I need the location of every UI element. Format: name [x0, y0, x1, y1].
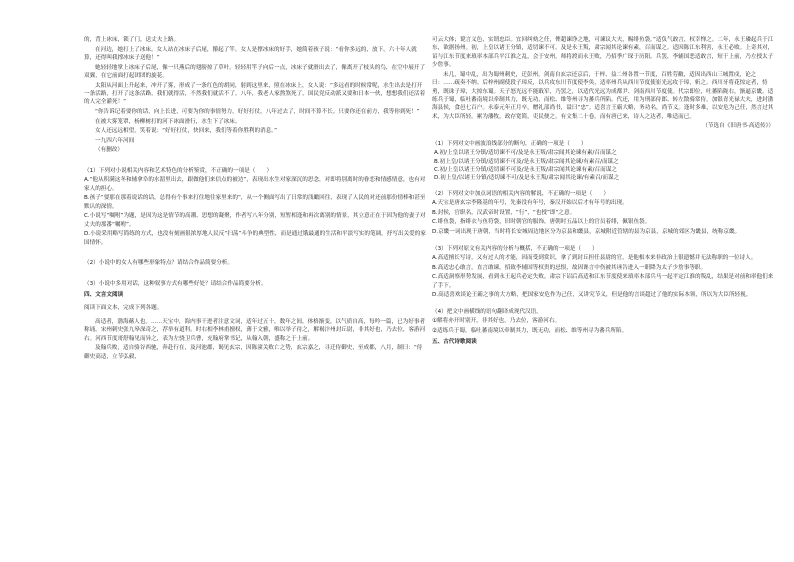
option-b: B.初上皇/以诸王分镇/适切谏不可及/是永王叛/肃宗闻其论谏/有素召/而谋之: [434, 158, 619, 165]
option-d: D.京畿一词出现于唐朝，当时将长安城周边地区分为京县和畿县，京城附近管辖的县为京县，京城的郊区为畿县，统称京畿。: [432, 229, 741, 236]
option-d: D.高适喜欢谈论王霸之事的大方略，把国家安危作为己任，又讲究节义，但是他的言谈超过了他的实际本领，所以为大臣所轻视。: [432, 292, 752, 299]
option-c: C.高适洞察形势发展，看到永王起兵必定失败，肃宗下诏后高适和江东节度使来瑱率本部兵马一起平定江淮的叛乱，结果是对前和率他们来了手下。: [432, 274, 774, 289]
classical-paragraph: 可云大体；谠言义色，实谓忠臣。宜回纠劾之任，俾超谏诤之地，可谏议大夫，赐绯鱼袋。”适负气敢言，权幸惮之。二年，永王璘起兵于江东，欲据扬州。初，上皇以诸王分镇，适切谏不可。及是永王叛，肃宗闻其论谏有素，召而谋之。适因陈江东利害，永王必败。上奇其对，诏与江东节度来瑱率本部兵平江淮之乱，会于安州。师将渡而永王败，乃招季广琛于历阳。兵罢，李辅国恶适敢言，短于上前，乃左授太子少詹事。: [432, 37, 774, 69]
story-paragraph: 她轻轻地掌上冰床子后尾，像一只燕后的翅膀掠了草叶。轻轻用竿子向后一点，冰床子就滑出去了，像离开了枝头的鸟，在空中展开了双翼，在它前面打起团团的旋花。: [84, 64, 426, 79]
story-paragraph: 女人还远远相望，笑着说：“好好打仗，快回来，我们等着你胜利的消息。”: [95, 128, 277, 135]
question-2: （2）小说中的女人有哪些形象特点？请结合作品简要分析。: [84, 260, 233, 267]
option-a: A.初/上皇以诸王分镇/适切谏不可/及是永王叛/肃宗闻其论谏有素/召而谋之: [434, 150, 617, 157]
question-3: （3）小说中多用对话，这种叙事方式有哪些好处？请结合作品简要分析。: [84, 280, 267, 287]
question-3: （3）下列对原文有关内容的分析与概括，不正确的一项是（ ）: [432, 245, 598, 252]
section-heading: 四、文言文阅读: [84, 292, 124, 299]
option-a: A.“他从积满这冬和辅拿阜的水湄里出去，跟做他们来信点的被边”，表现出水生对家深沉的思念，对即将别离时的眷恋和情感情意，也有对家人的担心。: [84, 177, 426, 192]
option-b: B.孩子“要那在那着说话的话，总得有个事来打住地往家里来的”，从一个侧面写出了日常的浅瞰回往，表现了人民的对还前那份情棒和甚至默认的深情。: [84, 195, 426, 210]
right-column: [432, 36, 774, 351]
section-heading: 五、古代诗歌阅读: [432, 339, 477, 346]
classical-paragraph: 及翰兵败，适自骆谷西驰，奔赴行在，及河池郡，谒见玄宗，因陈潼关败亡之势，玄宗嘉之，寻迁侍御史，至成都，八月，制曰：“侍御史高适，立节弘毅，: [84, 345, 423, 360]
option-a: A.高适擅长写诗，又有过人的才能，因而受到赏识，拿了到封丘担任县尉的官，是他根本来非政治上很遗憾并无法称职的一位诗人。: [432, 255, 757, 262]
option-c: C.小说写“嘱咐”为题，是因为这是情节的高潮、思想的凝聚，作者写八年分别，短暂相逢和再次离别的情景，其立意正在于因为他的妻子对丈夫的那番“嘱咐”。: [84, 213, 426, 228]
question-4: （4）把文中画横线的语句翻译成现代汉语。: [432, 308, 542, 315]
option-c: C.初/上皇以诸王分镇/适切谏不可及/是永王叛/肃宗闻其论谏有素/召而谋之: [434, 167, 617, 174]
option-b: B.高适忠心敢言，直言敢谏，招致李辅国等权贵的忌恨，故因谗言中伤被其诬告进入一职降为太子少詹事等职。: [432, 264, 707, 271]
option-b: B.封侯，官职名，汉武帝时设置，“行”，“也授”即“之意。: [432, 209, 576, 216]
translation-sentence-1: ①解将亦开时别开，非其好也，乃去位，客游河右。: [432, 318, 561, 325]
question-1: （1）下列对小说相关内容和艺术特色的分析鉴赏，不正确的一项是（ ）: [84, 167, 273, 174]
option-d: D.小说采用略写简练的方式，也没有刻画很浓厚地人民反“扫荡”斗争的典型性，而是通过饿最通的生活和平淡写实的笔调，抒写出关爱的家国情怀。: [84, 231, 426, 246]
story-paragraph: 在河边，她打上了冰床。女人站在冰床子后尾，攥起了竿。女人是撑冰床的好手，她简着孩子说：“看你多远的，放下，六十年人就算，还得叫我撑冰床子送他！”: [84, 46, 417, 61]
story-source: （有删改）: [95, 147, 123, 154]
left-column: [84, 36, 426, 362]
translation-sentence-2: ②适练兵于蜀，临吐蕃南境以牵制其力，既无功，而松、维等州寻为蕃兵所陷。: [432, 327, 628, 334]
classical-paragraph: 高适者，渤海蓨人也。……天宝中，海内事干进者注意文词，适年过五十，数年之间，体格渐变，以气质自高，每吟一篇，已为好事者称诵。宋州刺史张九皋深奇之，荐举有道科。时右相李林甫擅权，薄于文雅，唯以举子待之，解褐汴州封丘尉，非其好也，乃去位，客游河右。河西节度哥舒翰见而异之，表为左骁卫兵曹，充翰府掌书记，从翰入朝，盛称之于上前。: [84, 319, 426, 342]
section-instruction: 阅读下面文本，完成下列各题。: [84, 304, 163, 311]
option-a: A.天宝是唐玄宗李隆基的年号，先秦没有年号，秦汉开始以后才有年号的出现。: [432, 200, 628, 207]
story-paragraph: “你告诉记着要你的话，向上长进，可要为你的事情努力，好好打仗，八年过去了，时间不算不长。只要你还在前方，我等你到死！”: [95, 109, 420, 115]
story-paragraph: 的，背上冰床，锁了门，送丈夫上路。: [84, 37, 180, 43]
question-2: （2）下列对文中加点词语的相关内容的解说，不正确的一项是（ ）: [432, 190, 609, 197]
option-c: C.绯鱼袋，指绯衣与鱼符袋，旧时朝官的服饰，唐朝时五品以上的官员着绯，佩银鱼袋。: [432, 219, 651, 226]
classical-paragraph: 未几，蜀中乱，出为蜀州刺史，迁彭州。剑南自玄宗还京后，于梓、益二州各置一节度，百姓劳敝，适因出西山三城置戍，论之曰：……疏奏不纳。后梓州副使段子璋反，以兵攻东川节度使李奂，适率州兵从西川节度使崔光远攻于璋，斩之。西川牙将花惊定者，恃勇，既诛子璋，大掠东蜀。天子怒光远不能戢军，乃罢之，以适代光远为成都尹、剑南西川节度使。代宗即位，吐蕃陷陇右，渐逼京畿。适练兵于蜀，临吐蕃南境以牵制其力，既无功，而松、维等州寻为蕃兵所陷。代还，用为刑部侍郎、转左散骑常侍，加银青光禄大夫，进封渤海县侯，食邑七百户。永泰元年正月卒，赠礼部尚书，谥曰“忠”。适喜言王霸大略，务功名，尚节义。逢时多难，以安危为己任，然言过其术，为大臣所轻。累为藩牧，政存宽简，吏民便之。有文集二十卷。而有唐已来，诗人之达者，唯适而已。: [432, 71, 774, 120]
story-date: 一九四六年河间: [95, 137, 135, 144]
text-source: （节选自《旧唐书·高适传》）: [702, 123, 774, 130]
story-paragraph: 在被大雾笼罩，杨柳树打的河下冰面滑行，水生下了冰床。: [95, 118, 241, 125]
option-d: D.初上皇/以诸王分镇/适切谏不可/及是永王叛/肃宗闻其论谏/有素召/而谋之: [434, 175, 620, 182]
question-1: （1）下列对文中画波浪线部分的断句，正确的一项是（ ）: [432, 140, 587, 147]
story-paragraph: 太阳从河面上升起来，冲开了雾，形成了一条红色的胡同，射到这里来，照在冰床上，女人说：“多远看的时候常呢，水生出去是打开一条活路，打开了这条活路，我们就得活，不然我们就活不了。八年，我老人家熬煞死了，国民党反动派又要和日本一伙，想想我们还活着的人完全灌死！”: [84, 82, 426, 106]
